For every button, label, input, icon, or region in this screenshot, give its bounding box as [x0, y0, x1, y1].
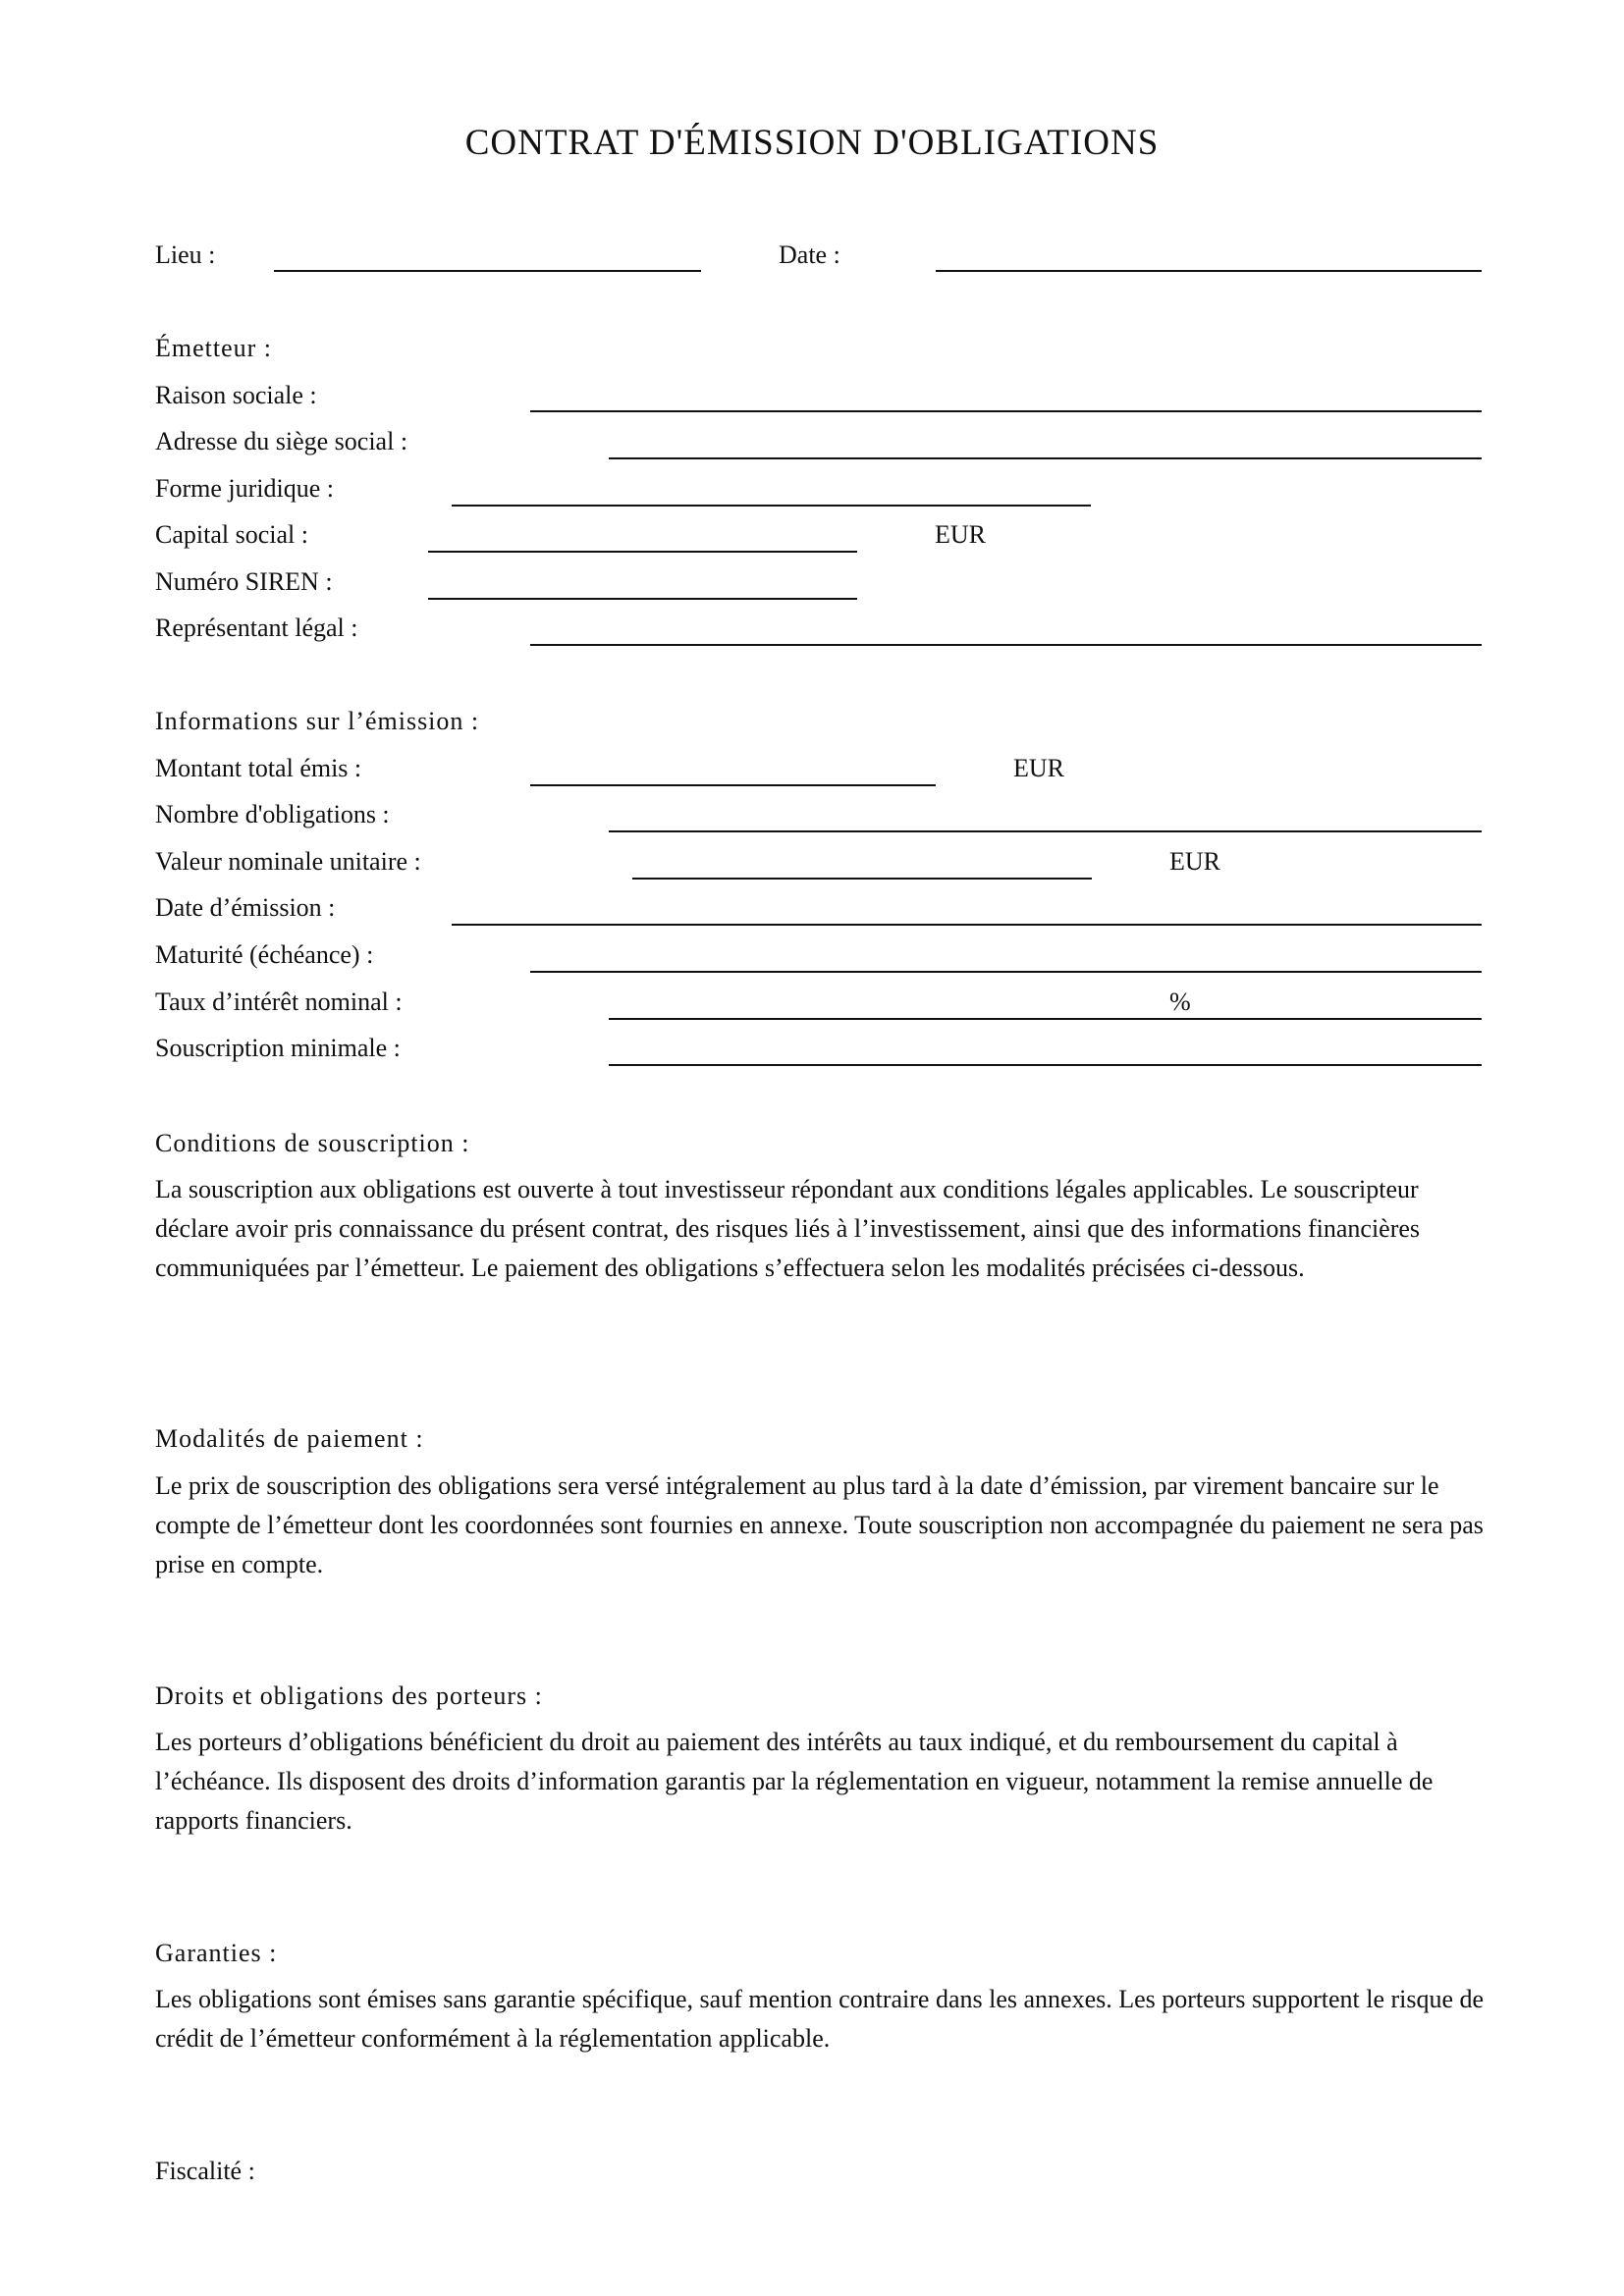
date-emission-field[interactable] [452, 924, 1482, 926]
capital-social-label: Capital social : [155, 520, 308, 549]
date-emission-label: Date d’émission : [155, 893, 336, 922]
souscription-min-field[interactable] [609, 1064, 1482, 1066]
date-field[interactable] [936, 270, 1482, 272]
paiement-heading: Modalités de paiement : [155, 1424, 424, 1453]
maturite-field[interactable] [530, 971, 1482, 973]
adresse-field[interactable] [609, 457, 1482, 459]
nombre-field[interactable] [609, 830, 1482, 832]
taux-field[interactable] [609, 1018, 1482, 1020]
paiement-text: Le prix de souscription des obligations sera versé intégralement au plus tard à la date d’émission, par virement bancaire sur le compte de l’émetteur dont les coordonnées sont fournies en annexe. Toute souscription non accompagnée du paiement ne sera pas prise en compte. [155, 1471, 1484, 1578]
taux-unit: % [1169, 988, 1191, 1016]
raison-sociale-field[interactable] [530, 410, 1482, 412]
maturite-label: Maturité (échéance) : [155, 940, 374, 969]
nombre-label: Nombre d'obligations : [155, 800, 390, 828]
valeur-unit: EUR [1169, 847, 1220, 876]
adresse-label: Adresse du siège social : [155, 427, 408, 455]
souscription-min-label: Souscription minimale : [155, 1034, 401, 1062]
valeur-label: Valeur nominale unitaire : [155, 847, 421, 876]
representant-field[interactable] [530, 644, 1482, 646]
siren-field[interactable] [428, 598, 857, 600]
capital-social-field[interactable] [428, 551, 857, 553]
date-label: Date : [779, 240, 840, 269]
montant-unit: EUR [1013, 754, 1064, 782]
emission-heading: Informations sur l’émission : [155, 707, 480, 735]
montant-field[interactable] [530, 784, 936, 786]
taux-label: Taux d’intérêt nominal : [155, 988, 403, 1016]
forme-juridique-field[interactable] [452, 505, 1091, 507]
conditions-heading: Conditions de souscription : [155, 1129, 470, 1157]
garanties-heading: Garanties : [155, 1939, 278, 1967]
capital-unit: EUR [935, 520, 986, 549]
emetteur-heading: Émetteur : [155, 334, 273, 362]
fiscalite-heading: Fiscalité : [155, 2157, 255, 2185]
siren-label: Numéro SIREN : [155, 567, 333, 596]
conditions-text: La souscription aux obligations est ouverte à tout investisseur répondant aux conditions légales applicables. Le souscripteur déclare avoir pris connaissance du présent contrat, des risques liés à l’investissement, ainsi que des informations financières communiquées par l’émetteur. Le paiement des obligations s’effectuera selon les modalités précisées ci-dessous. [155, 1175, 1421, 1282]
raison-sociale-label: Raison sociale : [155, 381, 317, 409]
lieu-label: Lieu : [155, 240, 216, 269]
droits-text: Les porteurs d’obligations bénéficient du droit au paiement des intérêts au taux indiqué, et du remboursement du capital à l’échéance. Ils disposent des droits d’information garantis par la réglementation en vigueur, notamment la remise annuelle de rapports financiers. [155, 1728, 1434, 1835]
document-title: CONTRAT D'ÉMISSION D'OBLIGATIONS [464, 123, 1160, 163]
garanties-text: Les obligations sont émises sans garantie spécifique, sauf mention contraire dans les annexes. Les porteurs supportent le risque de crédit de l’émetteur conformément à la réglementation applicable. [155, 1985, 1485, 2053]
forme-juridique-label: Forme juridique : [155, 474, 334, 503]
montant-label: Montant total émis : [155, 754, 362, 782]
lieu-field[interactable] [274, 270, 701, 272]
representant-label: Représentant légal : [155, 614, 358, 642]
droits-heading: Droits et obligations des porteurs : [155, 1682, 543, 1710]
valeur-field[interactable] [632, 878, 1092, 880]
